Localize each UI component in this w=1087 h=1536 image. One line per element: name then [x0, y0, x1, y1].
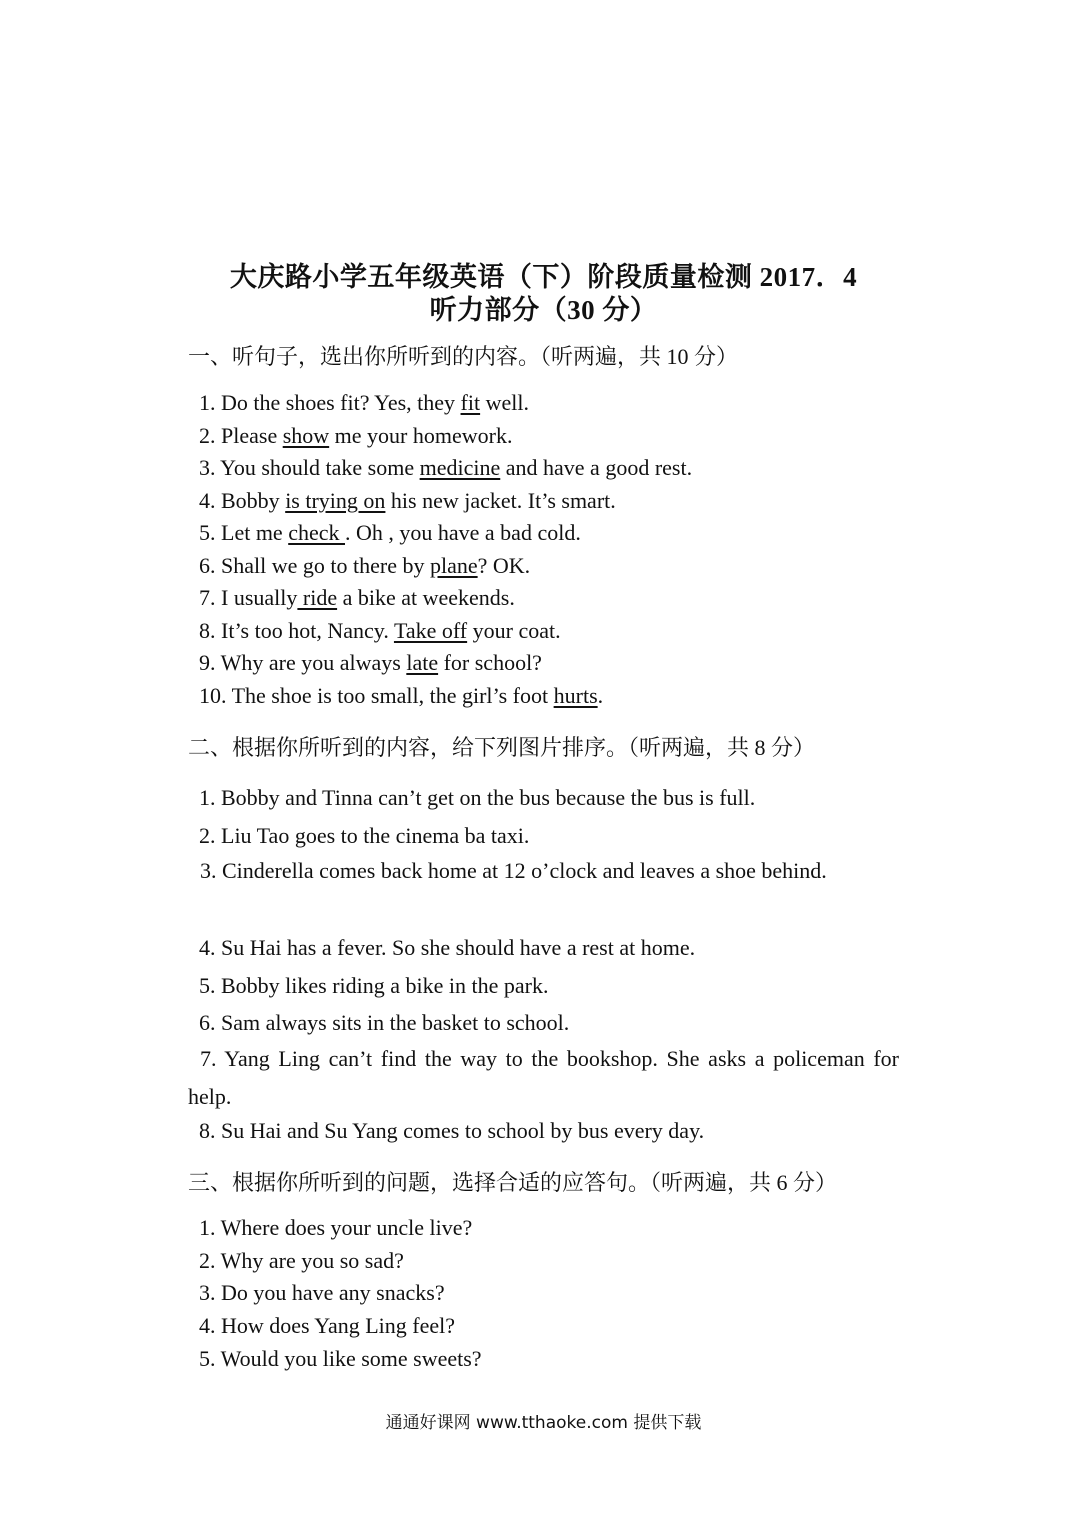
section2-heading: 二、根据你所听到的内容，给下列图片排序。（听两遍，共 8 分）	[188, 735, 816, 760]
list-item: 4. Su Hai has a fever. So she should have a rest at home.	[199, 935, 696, 960]
page-footer: 通通好课网 www.tthaoke.com 提供下载	[385, 1413, 702, 1433]
list-item: 8. Su Hai and Su Yang comes to school by bus every day.	[199, 1118, 705, 1143]
list-item: 7. Yang Ling can’t find the way to the bookshop. She asks a policeman for help.	[188, 1046, 899, 1109]
list-item: 8. It’s too hot, Nancy. Take off your coat.	[199, 618, 561, 643]
list-item: 5. Let me check . Oh , you have a bad cold.	[199, 520, 581, 545]
list-item: 2. Liu Tao goes to the cinema ba taxi.	[199, 823, 530, 848]
list-item: 3. Do you have any snacks?	[199, 1280, 445, 1305]
list-item: 7. I usually ride a bike at weekends.	[199, 585, 515, 610]
section3-heading: 三、根据你所听到的问题，选择合适的应答句。（听两遍，共 6 分）	[188, 1170, 838, 1195]
list-item: 1. Where does your uncle live?	[199, 1215, 473, 1240]
list-item: 5. Would you like some sweets?	[199, 1346, 482, 1371]
list-item: 6. Shall we go to there by plane? OK.	[199, 553, 531, 578]
list-item: 1. Bobby and Tinna can’t get on the bus because the bus is full.	[199, 785, 756, 810]
list-item: 3. Cinderella comes back home at 12 o’clock and leaves a shoe behind.	[200, 858, 827, 883]
list-item: 6. Sam always sits in the basket to school.	[199, 1010, 570, 1035]
list-item: 9. Why are you always late for school?	[199, 650, 542, 675]
list-item: 3. You should take some medicine and have a good rest.	[199, 455, 693, 480]
list-item: 2. Please show me your homework.	[199, 423, 513, 448]
page-title: 大庆路小学五年级英语（下）阶段质量检测 2017．4	[229, 262, 858, 292]
list-item: 4. How does Yang Ling feel?	[199, 1313, 456, 1338]
list-item: 1. Do the shoes fit? Yes, they fit well.	[199, 390, 529, 415]
list-item: 4. Bobby is trying on his new jacket. It’s smart.	[199, 488, 616, 513]
list-item: 10. The shoe is too small, the girl’s foot hurts.	[199, 683, 604, 708]
list-item: 5. Bobby likes riding a bike in the park.	[199, 973, 549, 998]
list-item: 2. Why are you so sad?	[199, 1248, 404, 1273]
page-subtitle: 听力部分（30 分）	[429, 295, 658, 325]
section1-heading: 一、听句子，选出你所听到的内容。（听两遍，共 10 分）	[188, 344, 739, 369]
